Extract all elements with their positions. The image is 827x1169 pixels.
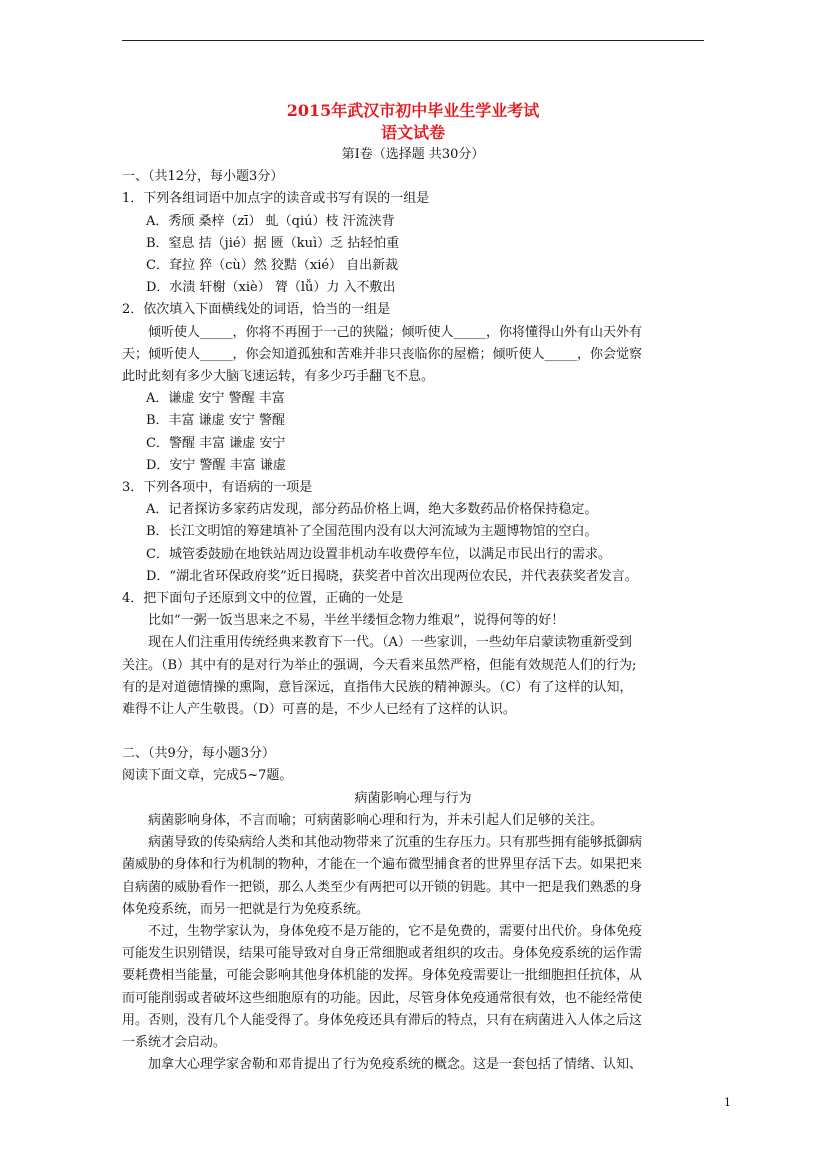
q3-stem: 3．下列各项中，有语病的一项是 xyxy=(122,480,313,496)
q4-sentence: 比如“一粥一饭当思来之不易，半丝半缕恒念物力维艰”，说得何等的好！ xyxy=(148,613,565,629)
q2-option-a: A．谦虚 安宁 警醒 丰富 xyxy=(146,391,285,407)
section-gap xyxy=(122,721,704,743)
q3-option-d: D．“湖北省环保政府奖”近日揭晓，获奖者中首次出现两位农民，并代表获奖者发言。 xyxy=(146,568,638,584)
header-rule xyxy=(122,40,704,41)
section2-instruction: 阅读下面文章，完成5~7题。 xyxy=(122,768,293,784)
q1-option-c: C．耷拉 猝（cù）然 狡黠（xié） 自出新裁 xyxy=(146,258,399,274)
article-title: 病菌影响心理与行为 xyxy=(354,790,472,806)
q3-option-b: B．长江文明馆的筹建填补了全国范围内没有以大河流域为主题博物馆的空白。 xyxy=(146,524,598,540)
article-paragraph-line: 菌威胁的身体和行为机制的物种，才能在一个遍布微型捕食者的世界里存活下去。如果把来 xyxy=(122,857,643,873)
section2-header: 二、（共9分，每小题3分） xyxy=(122,746,276,762)
article-paragraph-line: 而可能削弱或者破坏这些细胞原有的功能。因此，尽管身体免疫通常很有效，也不能经常使 xyxy=(122,990,643,1006)
article-paragraph-line: 可能发生识别错误，结果可能导致对自身正常细胞或者组织的攻击。身体免疫系统的运作需 xyxy=(122,946,643,962)
q2-passage-line: 倾听使人_____，你将不再囿于一己的狭隘；倾听使人_____，你将懂得山外有山天外有 xyxy=(148,324,643,340)
doc-title: 2015年武汉市初中毕业生学业考试 xyxy=(286,101,540,120)
q2-passage-line: 天；倾听使人_____，你会知道孤独和苦难并非只丧临你的屋檐；倾听使人_____，你会觉察 xyxy=(122,346,643,362)
article-paragraph-line: 自病菌的威胁看作一把锁，那么人类至少有两把可以开锁的钥匙。其中一把是我们熟悉的身 xyxy=(122,879,643,895)
article-paragraph-line: 不过，生物学家认为，身体免疫不是万能的，它不是免费的，需要付出代价。身体免疫 xyxy=(148,923,643,939)
q1-stem: 1．下列各组词语中加点字的读音或书写有误的一组是 xyxy=(122,191,430,207)
article-paragraph-line: 用。否则，没有几个人能受得了。身体免疫还具有滞后的特点，只有在病菌进入人体之后这 xyxy=(122,1012,643,1028)
q1-option-a: A．秀颀 桑梓（zī） 虬（qiú）枝 汗流浃背 xyxy=(146,213,395,229)
q1-option-d: D．水渍 轩榭（xiè） 膂（lǚ）力 入不敷出 xyxy=(146,280,396,296)
volume-heading: 第Ⅰ卷（选择题 共30分） xyxy=(341,147,485,162)
q3-option-c: C．城管委鼓励在地铁站周边设置非机动车收费停车位，以满足市民出行的需求。 xyxy=(146,546,611,562)
q2-option-c: C．警醒 丰富 谦虚 安宁 xyxy=(146,435,286,451)
q2-stem: 2．依次填入下面横线处的词语，恰当的一组是 xyxy=(122,302,391,318)
document-body xyxy=(122,100,704,1076)
q2-option-d: D．安宁 警醒 丰富 谦虚 xyxy=(146,457,286,473)
q2-passage-line: 此时此刻有多少大脑飞速运转，有多少巧手翻飞不息。 xyxy=(122,369,435,385)
q2-option-b: B．丰富 谦虚 安宁 警醒 xyxy=(146,413,285,429)
section1-header: 一、（共12分，每小题3分） xyxy=(122,169,284,185)
article-paragraph-line: 病菌影响身体，不言而喻；可病菌影响心理和行为，并未引起人们足够的关注。 xyxy=(148,812,604,828)
q1-option-b: B．窒息 拮（jié）据 匮（kuì）乏 拈轻怕重 xyxy=(146,235,400,251)
article-paragraph-line: 要耗费相当能量，可能会影响其他身体机能的发挥。身体免疫需要让一批细胞担任抗体，从 xyxy=(122,968,643,984)
q3-option-a: A．记者探访多家药店发现，部分药品价格上调，绝大多数药品价格保持稳定。 xyxy=(146,502,598,518)
article-paragraph-line: 病菌导致的传染病给人类和其他动物带来了沉重的生存压力。只有那些拥有能够抵御病 xyxy=(148,835,643,851)
q4-passage-line: 有的是对道德情操的熏陶，意旨深远，直指伟大民族的精神源头。（C）有了这样的认知， xyxy=(122,679,633,695)
article-paragraph-line: 一系统才会启动。 xyxy=(122,1034,227,1050)
q4-passage-line: 难得不让人产生敬畏。（D）可喜的是，不少人已经有了这样的认识。 xyxy=(122,702,516,718)
page-number: 1 xyxy=(724,1096,731,1109)
doc-subtitle: 语文试卷 xyxy=(380,123,445,142)
q4-passage-line: 关注。（B）其中有的是对行为举止的强调，今天看来虽然严格，但能有效规范人们的行为; xyxy=(122,657,637,673)
article-paragraph-line: 加拿大心理学家舍勒和邓肯提出了行为免疫系统的概念。这是一套包括了情绪、认知、 xyxy=(148,1057,643,1073)
q4-passage-line: 现在人们注重用传统经典来教育下一代。（A）一些家训，一些幼年启蒙读物重新受到 xyxy=(148,635,632,651)
article-paragraph-line: 体免疫系统，而另一把就是行为免疫系统。 xyxy=(122,901,370,917)
q4-stem: 4．把下面句子还原到文中的位置，正确的一处是 xyxy=(122,591,404,607)
